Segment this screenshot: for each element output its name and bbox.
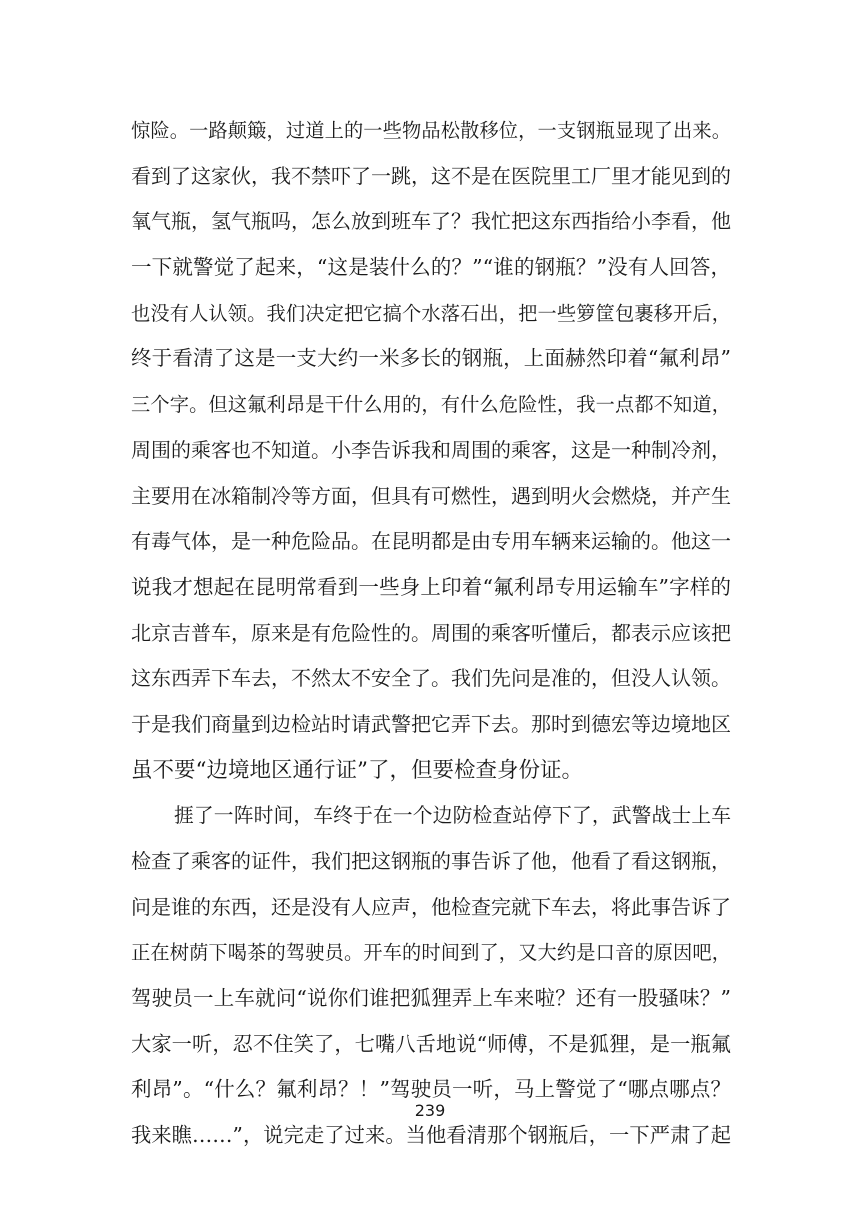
text-line: 一下就警觉了起来，“这是装什么的？”“谁的钢瓶？”没有人回答， [131,255,731,280]
text-line: 于是我们商量到边检站时请武警把它弄下去。那时到德宏等边境地区 [131,711,731,736]
text-line: 也没有人认领。我们决定把它搞个水落石出，把一些箩筐包裹移开后， [131,301,731,325]
text-line: 北京吉普车，原来是有危险性的。周围的乘客听懂后，都表示应该把 [131,620,731,645]
text-line: 虽不要“边境地区通行证”了，但要检查身份证。 [131,757,583,783]
text-line: 大家一听，忍不住笑了，七嘴八舌地说“师傅，不是狐狸，是一瓶氟 [131,1031,731,1056]
text-line: 检查了乘客的证件，我们把这钢瓶的事告诉了他，他看了看这钢瓶， [131,849,731,873]
text-line: 看到了这家伙，我不禁吓了一跳，这不是在医院里工厂里才能见到的 [131,163,731,188]
body-text [131,108,731,1159]
text-line: 问是谁的东西，还是没有人应声，他检查完就下车去，将此事告诉了 [131,894,731,919]
text-line: 终于看清了这是一支大约一米多长的钢瓶，上面赫然印着“氟利昂” [131,346,731,371]
text-line: 有毒气体，是一种危险品。在昆明都是由专用车辆来运输的。他这一 [131,529,731,554]
text-line: 周围的乘客也不知道。小李告诉我和周围的乘客，这是一种制冷剂， [131,437,731,462]
text-line: 利昂”。“什么？氟利昂？！”驾驶员一听，马上警觉了“哪点哪点？ [131,1077,731,1102]
text-line: 氧气瓶，氢气瓶吗，怎么放到班车了？我忙把这东西指给小李看，他 [131,209,731,234]
text-line: 捱了一阵时间，车终于在一个边防检查站停下了，武警战士上车 [174,804,731,828]
text-line: 三个字。但这氟利昂是干什么用的，有什么危险性，我一点都不知道， [131,393,731,417]
text-line: 正在树荫下喝茶的驾驶员。开车的时间到了，又大约是口音的原因吧， [131,941,731,965]
text-line: 这东西弄下车去，不然太不安全了。我们先问是准的，但没人认领。 [131,666,731,691]
text-line: 惊险。一路颠簸，过道上的一些物品松散移位，一支钢瓶显现了出来。 [131,119,731,142]
text-line: 说我才想起在昆明常看到一些身上印着“氟利昂专用运输车”字样的 [131,574,731,599]
text-line: 我来瞧……”，说完走了过来。当他看清那个钢瓶后，一下严肃了起 [131,1123,731,1148]
text-line: 主要用在冰箱制冷等方面，但具有可燃性，遇到明火会燃烧，并产生 [131,483,731,508]
page-number: 239 [414,1101,446,1120]
text-line: 驾驶员一上车就问“说你们谁把狐狸弄上车来啦？还有一股骚味？” [131,986,731,1011]
